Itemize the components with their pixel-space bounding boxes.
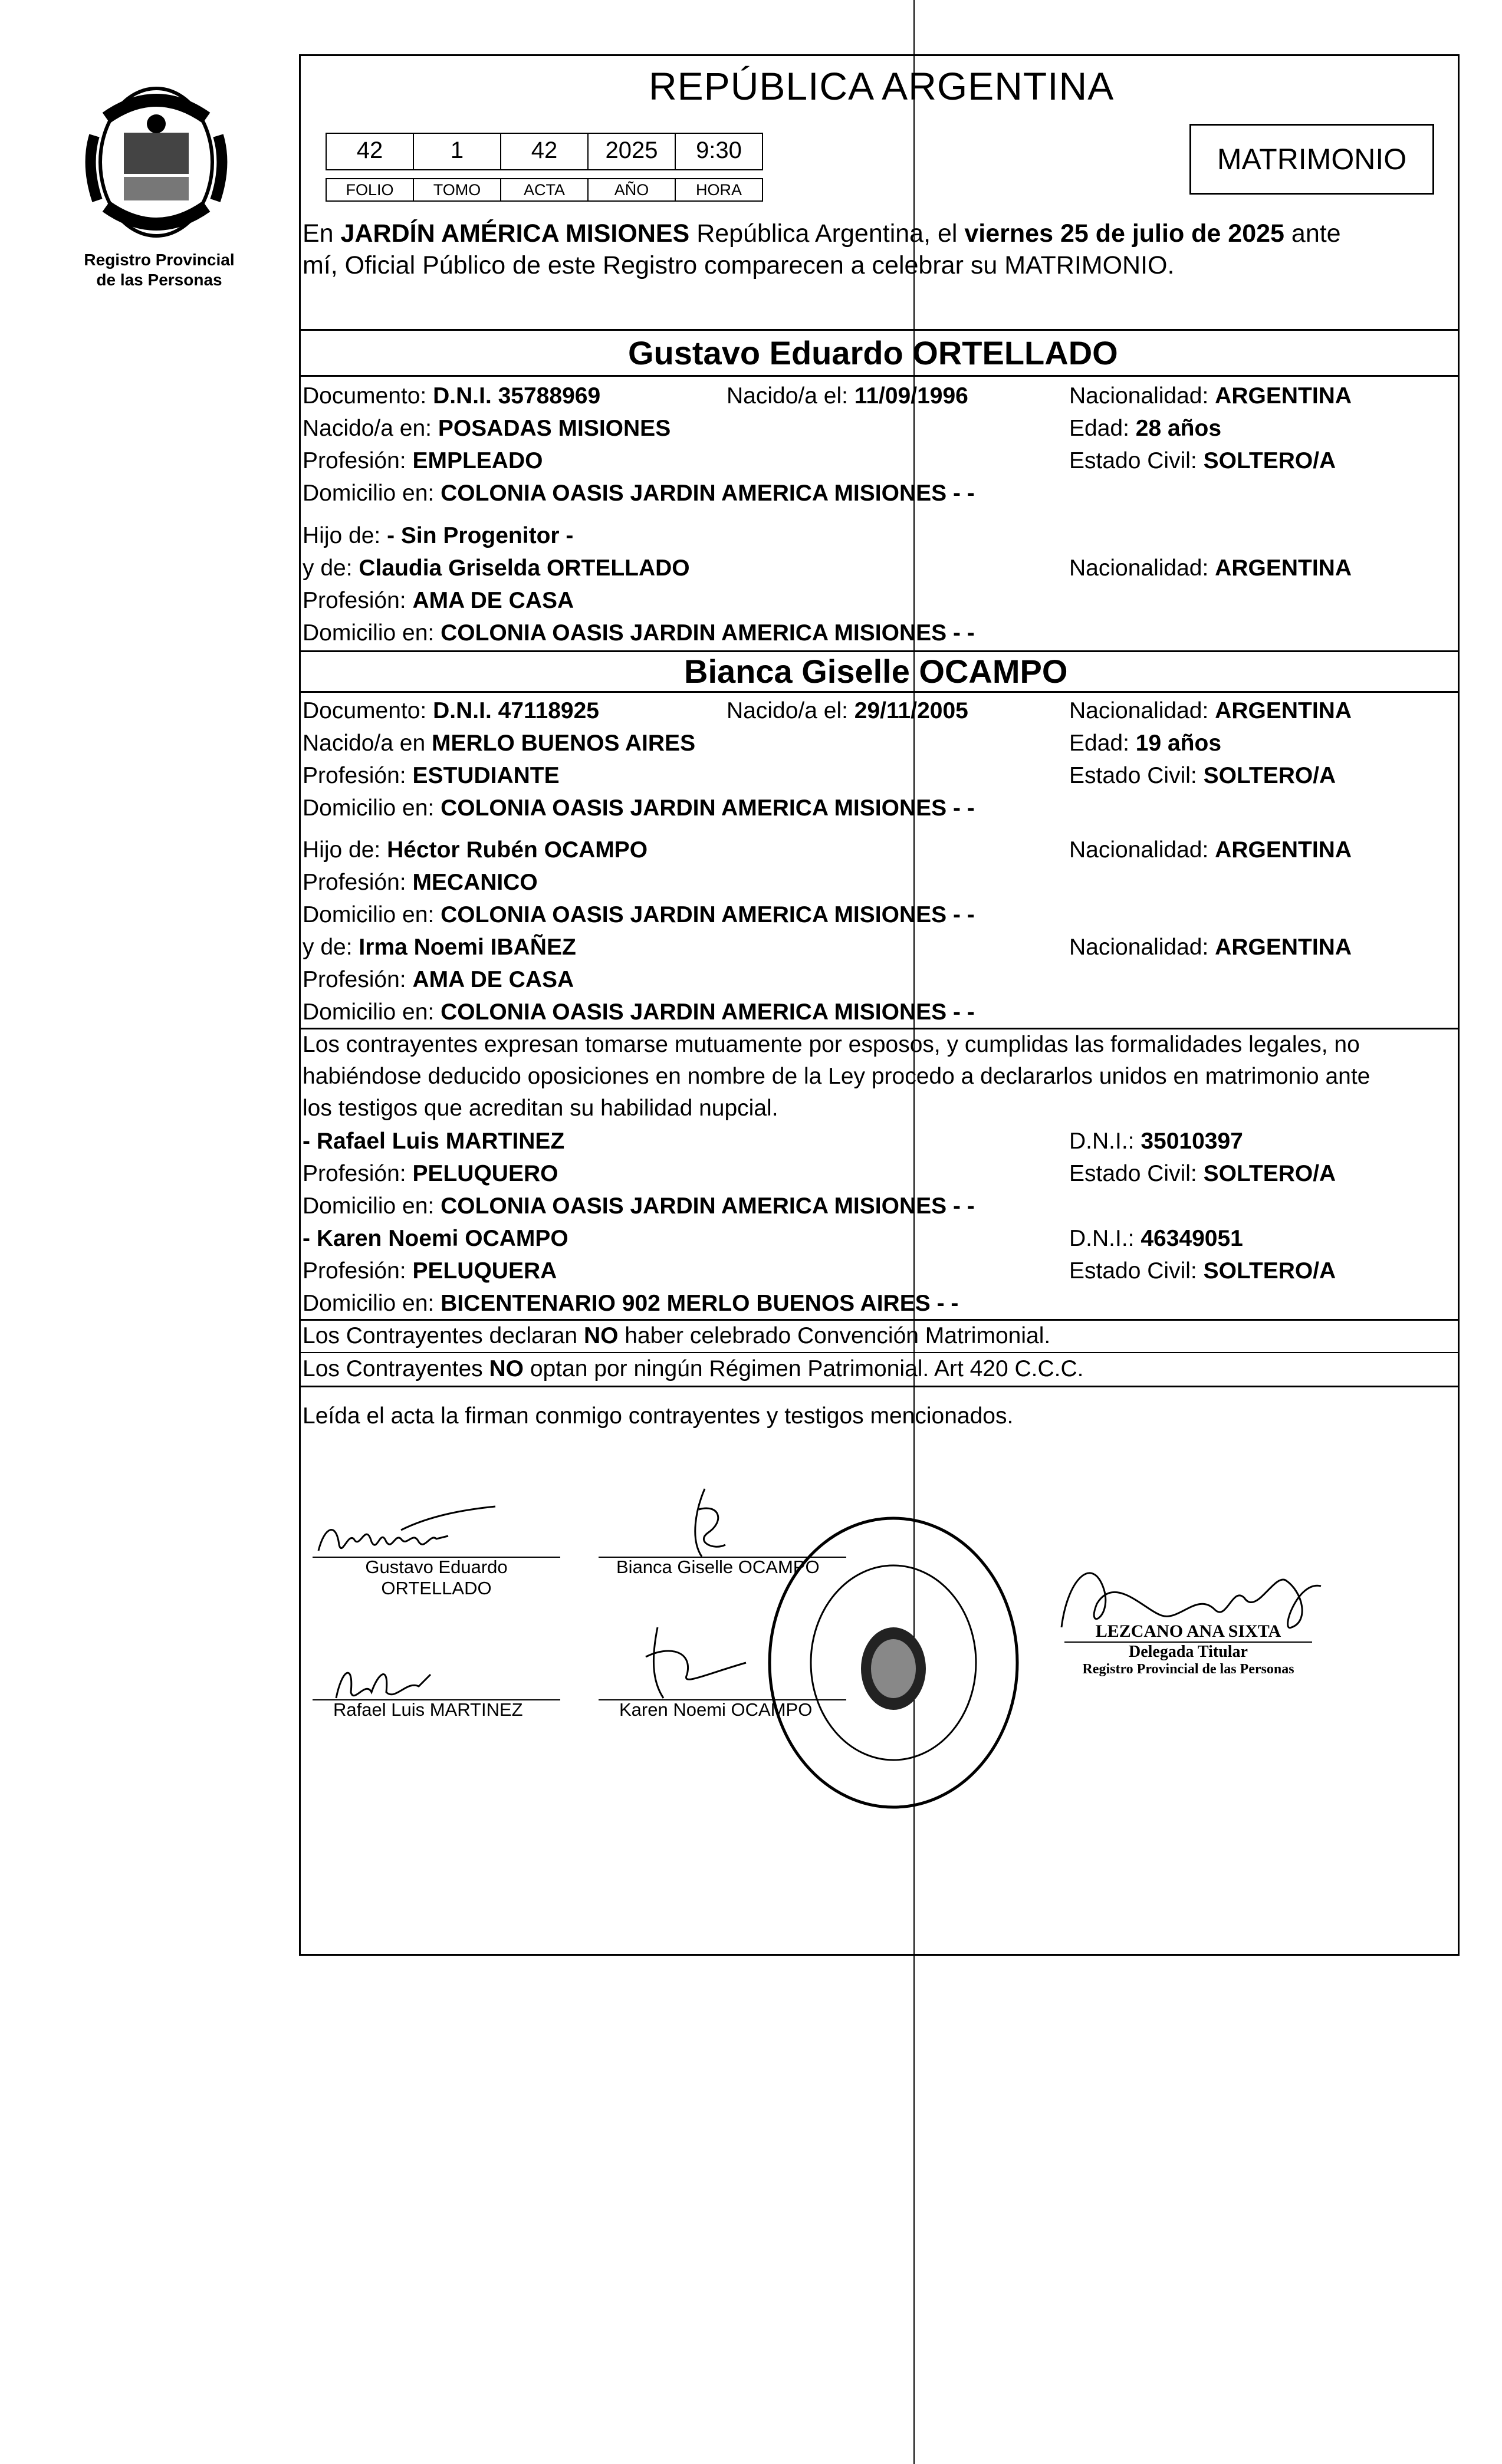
province-coat-of-arms-icon: [83, 77, 230, 248]
witness2-profession: Profesión: PELUQUERA: [303, 1258, 557, 1284]
groom-birthdate-value: 11/09/1996: [854, 383, 968, 409]
witness2-dni: D.N.I.: 46349051: [1069, 1226, 1243, 1251]
bride-father-address-value: COLONIA OASIS JARDIN AMERICA MISIONES - -: [441, 902, 975, 927]
bride-nationality-value: ARGENTINA: [1215, 698, 1352, 723]
intro-prefix: En: [303, 219, 341, 248]
y-de-label: y de:: [303, 555, 359, 581]
groom-address-value: COLONIA OASIS JARDIN AMERICA MISIONES - -: [441, 481, 975, 506]
groom-father-value: - Sin Progenitor -: [387, 523, 574, 548]
witness1-civil-status-value: SOLTERO/A: [1203, 1161, 1336, 1186]
documento-label: Documento:: [303, 383, 433, 409]
intro-line2: mí, Oficial Público de este Registro comparecen a celebrar su MATRIMONIO.: [303, 251, 1175, 279]
estado-label: Estado Civil:: [1069, 448, 1204, 473]
bride-address-value: COLONIA OASIS JARDIN AMERICA MISIONES - -: [441, 795, 975, 821]
groom-age-value: 28 años: [1135, 416, 1222, 441]
bride-age: Edad: 19 años: [1069, 731, 1222, 756]
witness1-civil-status: Estado Civil: SOLTERO/A: [1069, 1161, 1336, 1186]
bride-name: Bianca Giselle OCAMPO: [684, 653, 1068, 690]
record-type-box: MATRIMONIO: [1189, 124, 1434, 195]
groom-mother-address: Domicilio en: COLONIA OASIS JARDIN AMERICA MISIONES - -: [303, 620, 975, 646]
profesion-label: Profesión:: [303, 448, 413, 473]
intro-place: JARDÍN AMÉRICA MISIONES: [340, 219, 690, 248]
official-round-seal-icon: [761, 1509, 1026, 1816]
witness1-profession: Profesión: PELUQUERO: [303, 1161, 558, 1186]
groom-birthdate: [727, 382, 968, 410]
bride-birthplace-value: MERLO BUENOS AIRES: [431, 731, 696, 756]
bride-profession-value: ESTUDIANTE: [412, 763, 560, 788]
witness2-civil-status-value: SOLTERO/A: [1203, 1258, 1336, 1284]
acta-label: ACTA: [500, 178, 589, 202]
nacido-en-label: Nacido/a en:: [303, 416, 438, 441]
bride-profession: Profesión: ESTUDIANTE: [303, 763, 560, 788]
officer-stamp: [1064, 1621, 1312, 1677]
witness2-address-value: BICENTENARIO 902 MERLO BUENOS AIRES - -: [441, 1291, 959, 1316]
witness2-signature-icon: [634, 1621, 752, 1704]
edad-label: Edad:: [1069, 416, 1136, 441]
bride-mother: y de: Irma Noemi IBAÑEZ: [303, 935, 576, 960]
declaration-line1: Los contrayentes expresan tomarse mutuamente por esposos, y cumplidas las formalidades legales, no: [303, 1032, 1360, 1057]
intro-suffix: ante: [1284, 219, 1341, 248]
closing-text: Leída el acta la firman conmigo contrayentes y testigos mencionados.: [303, 1403, 1014, 1429]
witness2-name: - Karen Noemi OCAMPO: [303, 1226, 568, 1251]
officer-stamp-office: Registro Provincial de las Personas: [1082, 1662, 1294, 1677]
bride-father-profession: Profesión: MECANICO: [303, 870, 538, 895]
groom-mother-nationality: Nacionalidad: ARGENTINA: [1069, 555, 1352, 581]
groom-civil-status-value: SOLTERO/A: [1203, 448, 1336, 473]
witness2-address: Domicilio en: BICENTENARIO 902 MERLO BUENOS AIRES - -: [303, 1291, 959, 1316]
bride-mother-profession-value: AMA DE CASA: [412, 967, 574, 992]
groom-birthplace-value: POSADAS MISIONES: [438, 416, 671, 441]
bride-documento: Documento: D.N.I. 47118925: [303, 698, 599, 723]
groom-signature-icon: [313, 1498, 501, 1562]
bride-signature-caption: Bianca Giselle OCAMPO: [616, 1557, 820, 1577]
bride-mother-nationality-value: ARGENTINA: [1215, 935, 1352, 960]
groom-profession: [303, 447, 543, 475]
anio-value: 2025: [587, 133, 676, 170]
hora-value: 9:30: [675, 133, 763, 170]
bride-dni: D.N.I. 47118925: [433, 698, 599, 723]
anio-label: AÑO: [587, 178, 676, 202]
bride-father-profession-value: MECANICO: [412, 870, 538, 895]
bride-father: Hijo de: Héctor Rubén OCAMPO: [303, 837, 648, 863]
bride-father-nationality: Nacionalidad: ARGENTINA: [1069, 837, 1352, 863]
intro-date: viernes 25 de julio de 2025: [964, 219, 1284, 248]
tomo-value: 1: [413, 133, 501, 170]
witness1-signature-caption: Rafael Luis MARTINEZ: [333, 1699, 523, 1720]
groom-mother-address-value: COLONIA OASIS JARDIN AMERICA MISIONES - -: [441, 620, 975, 646]
witness2-profession-value: PELUQUERA: [412, 1258, 557, 1284]
groom-mother-profession-value: AMA DE CASA: [412, 588, 574, 613]
bride-mother-address-value: COLONIA OASIS JARDIN AMERICA MISIONES - -: [441, 999, 975, 1025]
witness1-address: Domicilio en: COLONIA OASIS JARDIN AMERICA MISIONES - -: [303, 1193, 975, 1219]
intro-mid: República Argentina, el: [689, 219, 965, 248]
groom-mother-value: Claudia Griselda ORTELLADO: [359, 555, 690, 581]
folio-value: 42: [326, 133, 414, 170]
groom-nationality: [1069, 382, 1352, 410]
groom-nationality-value: ARGENTINA: [1215, 383, 1352, 409]
bride-mother-value: Irma Noemi IBAÑEZ: [359, 935, 576, 960]
bride-nationality: Nacionalidad: ARGENTINA: [1069, 698, 1352, 723]
officer-stamp-role: Delegada Titular: [1129, 1643, 1248, 1661]
witness1-dni-value: 35010397: [1141, 1129, 1243, 1154]
page-title: REPÚBLICA ARGENTINA: [649, 64, 1115, 108]
declaration-line3: los testigos que acreditan su habilidad nupcial.: [303, 1096, 778, 1121]
tomo-label: TOMO: [413, 178, 501, 202]
divider: [299, 1028, 1460, 1029]
logo-caption-line2: de las Personas: [96, 271, 222, 289]
groom-mother-nationality-value: ARGENTINA: [1215, 555, 1352, 581]
convenio-line2: Los Contrayentes NO optan por ningún Régimen Patrimonial. Art 420 C.C.C.: [303, 1356, 1084, 1381]
witness1-profession-value: PELUQUERO: [412, 1161, 558, 1186]
divider: [299, 1386, 1460, 1387]
divider: [299, 375, 1460, 377]
bride-birthdate: Nacido/a el: 29/11/2005: [727, 698, 968, 723]
logo-caption-line1: Registro Provincial: [84, 251, 235, 269]
witness1-address-value: COLONIA OASIS JARDIN AMERICA MISIONES - -: [441, 1193, 975, 1219]
bride-age-value: 19 años: [1135, 731, 1222, 756]
bride-civil-status-value: SOLTERO/A: [1203, 763, 1336, 788]
hora-label: HORA: [675, 178, 763, 202]
groom-father: [303, 522, 573, 550]
domicilio-label: Domicilio en:: [303, 481, 441, 506]
bride-birthdate-value: 29/11/2005: [854, 698, 968, 723]
bride-mother-profession: Profesión: AMA DE CASA: [303, 967, 574, 992]
witness1-name: - Rafael Luis MARTINEZ: [303, 1129, 565, 1154]
declaration-line2: habiéndose deducido oposiciones en nombre de la Ley procedo a declararlos unidos en matrimonio ante: [303, 1064, 1370, 1089]
groom-signature-caption: Gustavo Eduardo ORTELLADO: [365, 1557, 508, 1598]
convenio-line1: Los Contrayentes declaran NO haber celebrado Convención Matrimonial.: [303, 1323, 1051, 1348]
groom-address: [303, 479, 975, 508]
bride-address: Domicilio en: COLONIA OASIS JARDIN AMERICA MISIONES - -: [303, 795, 975, 821]
nacionalidad-label: Nacionalidad:: [1069, 383, 1215, 409]
bride-father-value: Héctor Rubén OCAMPO: [387, 837, 648, 863]
groom-documento: [303, 382, 600, 410]
witness2-dni-value: 46349051: [1141, 1226, 1243, 1251]
groom-age: [1069, 414, 1221, 443]
witness2-civil-status: Estado Civil: SOLTERO/A: [1069, 1258, 1336, 1284]
acta-value: 42: [500, 133, 589, 170]
divider: [299, 1352, 1460, 1353]
bride-mother-nationality: Nacionalidad: ARGENTINA: [1069, 935, 1352, 960]
nacido-en-label: Nacido/a en: [303, 731, 432, 756]
bride-signature-icon: [672, 1486, 743, 1562]
bride-birthplace: [303, 729, 695, 758]
groom-mother-profession: Profesión: AMA DE CASA: [303, 588, 574, 613]
divider: [299, 691, 1460, 693]
bride-civil-status: Estado Civil: SOLTERO/A: [1069, 763, 1336, 788]
divider: [299, 329, 1460, 331]
groom-name: Gustavo Eduardo ORTELLADO: [628, 334, 1118, 371]
logo-caption: [71, 250, 248, 290]
witness2-signature-caption: Karen Noemi OCAMPO: [619, 1699, 813, 1720]
bride-father-address: Domicilio en: COLONIA OASIS JARDIN AMERICA MISIONES - -: [303, 902, 975, 927]
bride-father-nationality-value: ARGENTINA: [1215, 837, 1352, 863]
nacido-el-label: Nacido/a el:: [727, 383, 854, 409]
groom-mother: [303, 554, 690, 583]
groom-birthplace: [303, 414, 671, 443]
groom-civil-status: [1069, 447, 1336, 475]
folio-label: FOLIO: [326, 178, 414, 202]
officer-stamp-name: LEZCANO ANA SIXTA: [1064, 1621, 1312, 1643]
divider: [299, 1319, 1460, 1321]
intro-line1: [303, 219, 1341, 248]
groom-profession-value: EMPLEADO: [412, 448, 543, 473]
groom-dni: D.N.I. 35788969: [433, 383, 601, 409]
bride-mother-address: Domicilio en: COLONIA OASIS JARDIN AMERICA MISIONES - -: [303, 999, 975, 1025]
witness1-dni: D.N.I.: 35010397: [1069, 1129, 1243, 1154]
hijo-de-label: Hijo de:: [303, 523, 387, 548]
